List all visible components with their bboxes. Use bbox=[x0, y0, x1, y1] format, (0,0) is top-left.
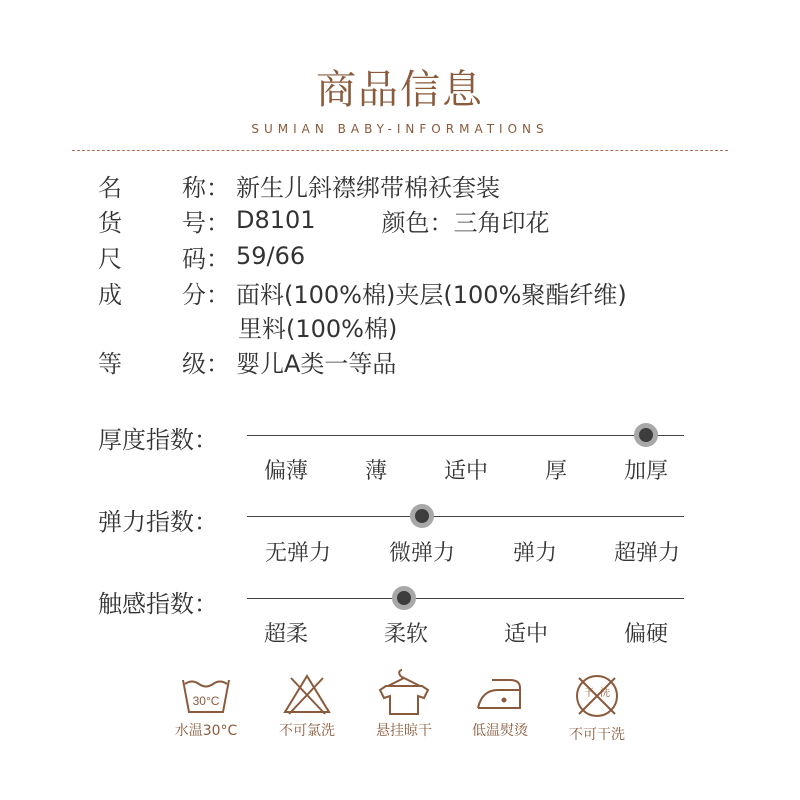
info-row-code: 货 号 ： D8101 颜色： 三角印花 bbox=[98, 203, 550, 237]
info-row-name: 名 称 ： 新生儿斜襟绑带棉袄套装 bbox=[98, 168, 500, 202]
info-row-material-2 bbox=[238, 309, 397, 343]
info-label-name: 名 称 bbox=[98, 173, 206, 202]
care-hang bbox=[354, 668, 454, 740]
care-bleach bbox=[257, 672, 357, 740]
no-bleach-icon bbox=[281, 672, 333, 716]
elasticity-option: 微弹力 bbox=[388, 541, 456, 566]
info-value-material-1: 面料(100%棉)夹层(100%聚酯纤维) bbox=[236, 280, 627, 309]
info-value-color: 三角印花 bbox=[453, 208, 550, 237]
care-label-iron: 低温熨烫 bbox=[472, 723, 528, 739]
thickness-scale-line bbox=[247, 435, 684, 436]
hang-dry-icon bbox=[378, 668, 430, 716]
header-divider bbox=[72, 150, 728, 151]
info-row-material: 成 分 ： 面料(100%棉)夹层(100%聚酯纤维) bbox=[98, 275, 627, 309]
care-label-bleach: 不可氯洗 bbox=[279, 723, 335, 739]
elasticity-scale-knob bbox=[410, 504, 434, 528]
info-label-code: 货 号 bbox=[98, 208, 206, 237]
touch-scale-line bbox=[247, 598, 684, 599]
wash-30-icon bbox=[180, 672, 232, 716]
elasticity-option: 无弹力 bbox=[264, 541, 332, 566]
care-iron bbox=[450, 672, 550, 740]
page-title: 商品信息 bbox=[316, 67, 484, 113]
info-label-size: 尺 码 bbox=[98, 244, 206, 273]
svg-text:干: 干 bbox=[584, 688, 594, 699]
care-wash bbox=[156, 672, 256, 740]
care-dryclean bbox=[547, 672, 647, 744]
thickness-option: 加厚 bbox=[623, 459, 669, 484]
elasticity-option: 弹力 bbox=[512, 541, 558, 566]
touch-scale-knob bbox=[392, 586, 416, 610]
svg-text:洗: 洗 bbox=[600, 688, 610, 699]
low-iron-icon bbox=[474, 672, 526, 716]
touch-option: 偏硬 bbox=[623, 622, 669, 647]
info-label-material: 成 分 bbox=[98, 280, 206, 309]
thickness-option: 偏薄 bbox=[263, 459, 309, 484]
no-dry-clean-icon bbox=[571, 672, 623, 720]
info-value-name: 新生儿斜襟绑带棉袄套装 bbox=[236, 173, 500, 202]
info-label-color: 颜色： bbox=[381, 208, 454, 237]
care-label-dryclean: 不可干洗 bbox=[569, 727, 625, 743]
info-value-size: 59/66 bbox=[236, 242, 306, 270]
touch-option: 适中 bbox=[503, 622, 549, 647]
page-subtitle: SUMIAN BABY-INFORMATIONS bbox=[251, 122, 549, 136]
touch-option: 超柔 bbox=[263, 622, 309, 647]
thickness-option: 薄 bbox=[364, 459, 388, 484]
elasticity-index-label: 弹力指数： bbox=[98, 508, 218, 536]
info-value-code: D8101 bbox=[236, 206, 316, 234]
info-value-grade: 婴儿A类一等品 bbox=[236, 349, 397, 378]
info-value-material-2: 里料(100%棉) bbox=[238, 314, 398, 343]
thickness-option: 厚 bbox=[544, 459, 568, 484]
info-label-grade: 等 级 bbox=[98, 349, 206, 378]
info-row-size: 尺 码 ： 59/66 bbox=[98, 239, 305, 273]
svg-text:30°C: 30°C bbox=[192, 694, 220, 708]
touch-index-label: 触感指数： bbox=[98, 590, 218, 618]
thickness-scale-knob bbox=[634, 423, 658, 447]
care-label-wash: 水温30°C bbox=[174, 723, 238, 739]
info-row-grade: 等 级 ： 婴儿A类一等品 bbox=[98, 344, 396, 378]
touch-option: 柔软 bbox=[383, 622, 429, 647]
thickness-option: 适中 bbox=[443, 459, 489, 484]
care-label-hang: 悬挂晾干 bbox=[376, 723, 432, 739]
elasticity-scale-line bbox=[247, 516, 684, 517]
elasticity-option: 超弹力 bbox=[613, 541, 681, 566]
thickness-index-label: 厚度指数： bbox=[98, 426, 218, 454]
